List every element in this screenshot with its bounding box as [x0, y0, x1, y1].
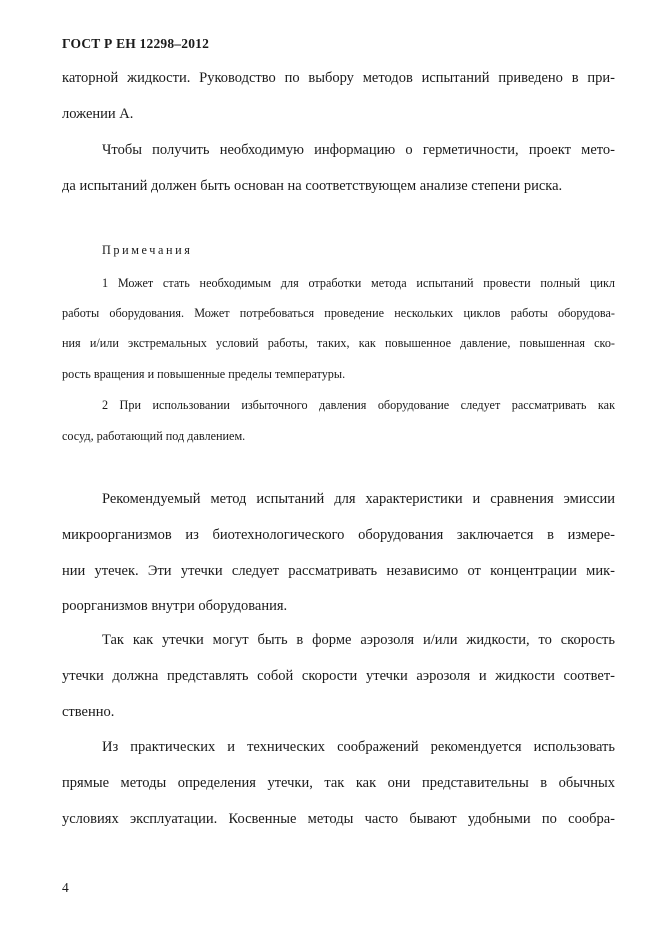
page-number: 4 [62, 880, 69, 895]
text-line: каторной жидкости. Руководство по выбору методов испытаний приведено в при- [62, 70, 615, 86]
text-line: Рекомендуемый метод испытаний для характеристики и сравнения эмиссии [102, 491, 615, 507]
text-line: ственно. [62, 704, 115, 720]
text-line: прямые методы определения утечки, так как они представительны в обычных [62, 775, 615, 791]
notes-title: Примечания [102, 243, 193, 257]
note-1-line: ния и/или экстремальных условий работы, таких, как повышенное давление, повышенная ско- [62, 336, 615, 350]
text-line: да испытаний должен быть основан на соответствующем анализе степени риска. [62, 178, 563, 194]
text-line: роорганизмов внутри оборудования. [62, 598, 288, 614]
text-line: нии утечек. Эти утечки следует рассматривать независимо от концентрации мик- [62, 563, 615, 579]
text-line: Из практических и технических соображений рекомендуется использовать [102, 739, 615, 755]
text-line: Так как утечки могут быть в форме аэрозоля и/или жидкости, то скорость [102, 632, 615, 648]
note-1-line: 1 Может стать необходимым для отработки метода испытаний провести полный цикл [102, 276, 615, 290]
text-line: условиях эксплуатации. Косвенные методы часто бывают удобными по сообра- [62, 811, 615, 827]
note-2-line: сосуд, работающий под давлением. [62, 429, 246, 443]
note-1-line: рость вращения и повышенные пределы температуры. [62, 367, 346, 381]
text-line: утечки должна представлять собой скорости утечки аэрозоля и жидкости соответ- [62, 668, 615, 684]
note-2-line: 2 При использовании избыточного давления оборудование следует рассматривать как [102, 398, 615, 412]
text-line: микроорганизмов из биотехнологического оборудования заключается в измере- [62, 527, 615, 543]
standard-designation: ГОСТ Р ЕН 12298–2012 [62, 36, 210, 51]
text-line: ложении А. [62, 106, 134, 122]
text-line: Чтобы получить необходимую информацию о герметичности, проект мето- [102, 142, 615, 158]
note-1-line: работы оборудования. Может потребоваться проведение нескольких циклов работы оборудова- [62, 306, 615, 320]
